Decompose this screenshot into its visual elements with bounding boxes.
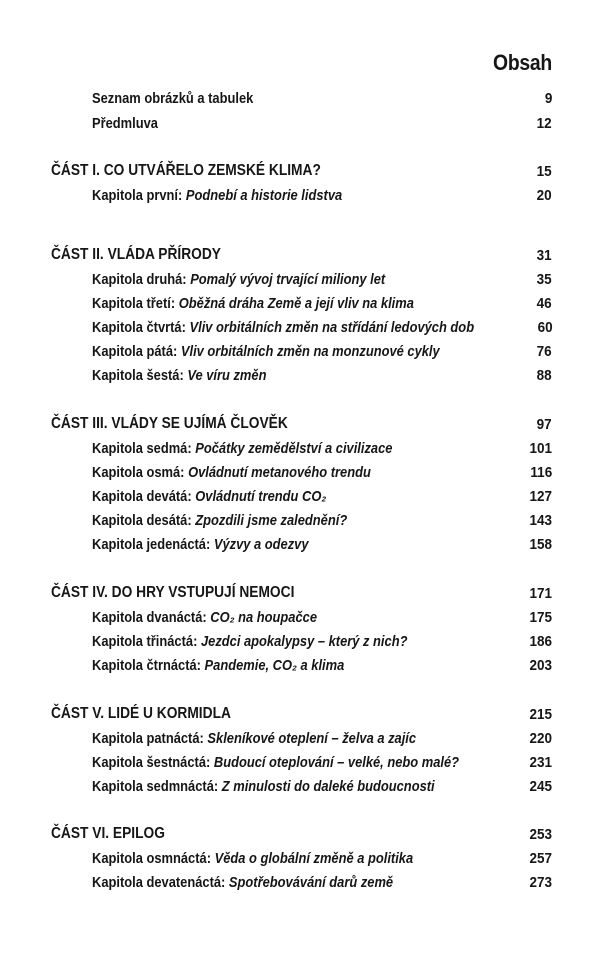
- part-page: 215: [529, 705, 552, 723]
- chapter-title: CO₂ na houpačce: [210, 608, 318, 626]
- toc-chapter-entry: [92, 316, 552, 338]
- chapter-page: 20: [536, 186, 552, 204]
- part-page: 253: [529, 825, 552, 843]
- chapter-page: 116: [530, 463, 552, 481]
- chapter-prefix: Kapitola sedmnáctá:: [92, 777, 219, 795]
- chapter-page: 60: [537, 318, 553, 336]
- toc-chapter-entry: [92, 630, 552, 652]
- toc-part-heading: [51, 160, 552, 182]
- chapter-title: Počátky zemědělství a civilizace: [195, 439, 393, 457]
- part-page: 171: [529, 584, 552, 602]
- chapter-title: Spotřebovávání darů země: [228, 873, 394, 891]
- chapter-prefix: Kapitola dvanáctá:: [92, 608, 207, 626]
- chapter-page: 158: [529, 535, 552, 553]
- toc-chapter-entry: [92, 268, 552, 290]
- chapter-title: Vliv orbitálních změn na střídání ledových dob: [189, 318, 475, 336]
- chapter-title: Pomalý vývoj trvající miliony let: [190, 270, 386, 288]
- part-title: ČÁST V. LIDÉ U KORMIDLA: [51, 705, 231, 722]
- part-title: ČÁST II. VLÁDA PŘÍRODY: [51, 246, 221, 263]
- chapter-page: 143: [529, 511, 552, 529]
- toc-entry-front: [92, 87, 552, 109]
- chapter-title: Budoucí oteplování – velké, nebo malé?: [213, 753, 460, 771]
- entry-label: Seznam obrázků a tabulek: [92, 89, 254, 107]
- chapter-title: Skleníkové oteplení – želva a zajíc: [207, 729, 417, 747]
- toc-chapter-entry: [92, 751, 552, 773]
- chapter-title: Podnebí a historie lidstva: [185, 186, 343, 204]
- chapter-prefix: Kapitola osmá:: [92, 463, 185, 481]
- chapter-page: 220: [529, 729, 552, 747]
- chapter-title: Ovládnutí trendu CO₂: [195, 487, 327, 505]
- chapter-prefix: Kapitola první:: [92, 186, 183, 204]
- chapter-title: Vliv orbitálních změn na monzunové cykly: [180, 342, 440, 360]
- chapter-prefix: Kapitola sedmá:: [92, 439, 192, 457]
- part-page: 97: [536, 415, 552, 433]
- page-heading: Obsah: [493, 50, 552, 75]
- part-title: ČÁST VI. EPILOG: [51, 825, 165, 842]
- chapter-prefix: Kapitola jedenáctá:: [92, 535, 211, 553]
- entry-label: Předmluva: [92, 114, 158, 132]
- entry-page: 9: [544, 89, 552, 107]
- chapter-title: Věda o globální změně a politika: [214, 849, 414, 867]
- chapter-page: 127: [529, 487, 552, 505]
- entry-page: 12: [536, 114, 552, 132]
- toc-chapter-entry: [92, 654, 552, 676]
- part-page: 31: [536, 246, 552, 264]
- toc-part-heading: [51, 582, 552, 604]
- chapter-prefix: Kapitola devátá:: [92, 487, 192, 505]
- toc-chapter-entry: [92, 364, 552, 386]
- toc-chapter-entry: [92, 340, 552, 362]
- toc-chapter-entry: [92, 847, 552, 869]
- toc-chapter-entry: [92, 533, 552, 555]
- toc-chapter-entry: [92, 509, 552, 531]
- chapter-prefix: Kapitola třináctá:: [92, 632, 198, 650]
- chapter-title: Ve víru změn: [187, 366, 267, 384]
- chapter-title: Výzvy a odezvy: [213, 535, 309, 553]
- chapter-title: Jezdci apokalypsy – který z nich?: [200, 632, 408, 650]
- chapter-prefix: Kapitola devatenáctá:: [92, 873, 226, 891]
- part-title: ČÁST IV. DO HRY VSTUPUJÍ NEMOCI: [51, 584, 295, 601]
- toc-part-heading: [51, 413, 552, 435]
- toc-part-heading: [51, 703, 552, 725]
- chapter-page: 203: [529, 656, 552, 674]
- chapter-page: 175: [529, 608, 552, 626]
- chapter-title: Z minulosti do daleké budoucnosti: [221, 777, 435, 795]
- chapter-page: 76: [536, 342, 552, 360]
- chapter-page: 257: [529, 849, 552, 867]
- chapter-page: 273: [529, 873, 552, 891]
- chapter-prefix: Kapitola šestnáctá:: [92, 753, 211, 771]
- chapter-title: Ovládnutí metanového trendu: [188, 463, 371, 481]
- chapter-page: 46: [536, 294, 552, 312]
- toc-chapter-entry: [92, 727, 552, 749]
- toc-entry-front: [92, 112, 552, 134]
- chapter-page: 186: [529, 632, 552, 650]
- chapter-title: Zpozdili jsme zalednění?: [195, 511, 348, 529]
- chapter-title: Pandemie, CO₂ a klima: [204, 656, 345, 674]
- chapter-page: 35: [536, 270, 552, 288]
- chapter-page: 231: [529, 753, 552, 771]
- chapter-prefix: Kapitola pátá:: [92, 342, 178, 360]
- chapter-prefix: Kapitola osmnáctá:: [92, 849, 212, 867]
- chapter-prefix: Kapitola patnáctá:: [92, 729, 204, 747]
- chapter-prefix: Kapitola druhá:: [92, 270, 187, 288]
- chapter-prefix: Kapitola desátá:: [92, 511, 192, 529]
- chapter-title: Oběžná dráha Země a její vliv na klima: [178, 294, 414, 312]
- part-page: 15: [536, 162, 552, 180]
- chapter-prefix: Kapitola šestá:: [92, 366, 184, 384]
- toc-chapter-entry: [92, 437, 552, 459]
- toc-chapter-entry: [92, 184, 552, 206]
- toc-chapter-entry: [92, 606, 552, 628]
- chapter-page: 101: [529, 439, 552, 457]
- toc-chapter-entry: [92, 485, 552, 507]
- chapter-page: 88: [536, 366, 552, 384]
- toc-chapter-entry: [92, 461, 552, 483]
- toc-chapter-entry: [92, 871, 552, 893]
- chapter-prefix: Kapitola čtrnáctá:: [92, 656, 201, 674]
- chapter-prefix: Kapitola čtvrtá:: [92, 318, 186, 336]
- chapter-page: 245: [529, 777, 552, 795]
- part-title: ČÁST I. CO UTVÁŘELO ZEMSKÉ KLIMA?: [51, 162, 321, 179]
- part-title: ČÁST III. VLÁDY SE UJÍMÁ ČLOVĚK: [51, 415, 288, 432]
- toc-chapter-entry: [92, 775, 552, 797]
- toc-part-heading: [51, 244, 552, 266]
- toc-part-heading: [51, 823, 552, 845]
- chapter-prefix: Kapitola třetí:: [92, 294, 176, 312]
- toc-chapter-entry: [92, 292, 552, 314]
